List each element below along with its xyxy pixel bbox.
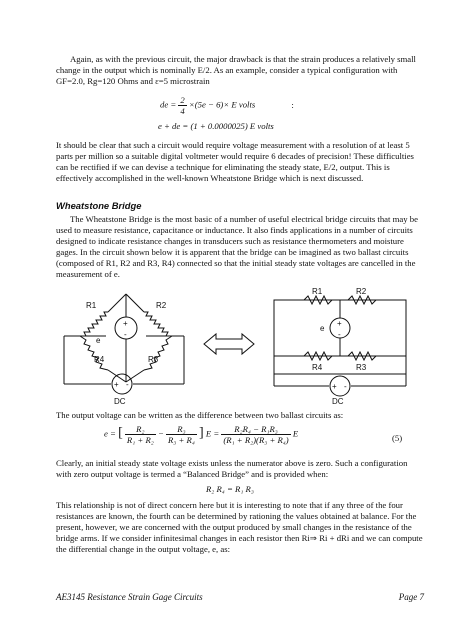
eq5-f1-den: R₁ + R₂ [126, 435, 154, 445]
balanced-bridge-equation: R₂ R₄ = R₁ R₃ [206, 484, 254, 494]
section-heading: Wheatstone Bridge [56, 200, 142, 211]
label-plus-meter-left: + [123, 319, 128, 328]
eq5-e-end: E [292, 428, 299, 439]
label-plus-dc-left: + [114, 380, 119, 389]
page-footer [56, 592, 424, 602]
label-minus-dc-left: - [126, 380, 129, 389]
paragraph-intro: Again, as with the previous circuit, the major drawback is that the strain produces a relatively small change in the output which is nominally E/2. As an example, consider a typical configuration with GF=2.0, Rg=120 Ohms and ε=5 microstrain [56, 54, 416, 86]
label-e-right: e [320, 324, 325, 333]
footer-course-title: AE3145 Resistance Strain Gage Circuits [56, 592, 203, 602]
eq1-end: : [291, 99, 294, 110]
label-r2: R2 [156, 301, 167, 310]
eq5-f1-num: R₂ [125, 424, 156, 435]
eq1-fraction [178, 95, 186, 116]
label-plus-meter-right: + [337, 319, 342, 328]
paragraph-bridge-intro: The Wheatstone Bridge is the most basic of a number of useful electrical bridge circuits that may be used to measure resistance, capacitance or inductance. It also finds applications in a number of circuits designed to indicate resistance changes in transducers such as resistance thermometers and moisture gages. In the circuit shown below it is apparent that the bridge can be imagined as two ballast circuits (composed of R1, R2 and R3, R4) connected so that the initial steady state voltages are cancelled in the measurement of e. [56, 214, 418, 279]
label-dc-right: DC [332, 397, 344, 406]
eq5-f3-num: R₂R₄ − R₁R₃ [221, 424, 290, 435]
eq1-rhs: ×(5e − 6)× E volts [188, 99, 256, 110]
eq1-frac-num: 2 [180, 95, 185, 105]
resistor-r1-zigzag [80, 312, 108, 336]
eq5-frac3 [221, 424, 290, 445]
eq5-frac2 [166, 424, 197, 445]
eq1-lhs: de = [160, 99, 177, 110]
label-plus-dc-right: + [332, 382, 337, 391]
label-r3: R3 [148, 355, 159, 364]
diamond-top-left-arm [108, 294, 126, 312]
eq5-f2-den: R₃ + R₄ [168, 435, 195, 445]
eq5-minus: − [157, 428, 164, 439]
resistor-r3-zigzag [144, 336, 172, 370]
diamond-top-right-arm [126, 294, 144, 312]
eq5-e-mid: E = [205, 428, 220, 439]
eq5-lhs: e = [104, 428, 116, 439]
double-arrow-icon [204, 334, 254, 354]
label-e-left: e [96, 336, 101, 345]
equation-5: e = [ $\frac{\text{R₂}}{\text{R₁ + R₂}}$ − $\frac{\text{R₃}}{\text{R₃ + R₄}}$ ] E = $\frac{\text{R₂R₄ − R₁R₃}}{\text{(R₁ + R₂)(R₃ + R₄)}}$ E [104, 424, 299, 445]
eq1-frac-den: 4 [180, 106, 185, 116]
paragraph-output-voltage: The output voltage can be written as the difference between two ballast circuits as: [56, 410, 344, 420]
label-r4-right: R4 [312, 363, 323, 372]
resistor-r2-zigzag [144, 312, 172, 336]
eq5-frac1 [125, 424, 156, 445]
equation-e-plus-de: e + de = (1 + 0.0000025) E volts [158, 121, 274, 131]
bridge-diagrams [56, 286, 424, 406]
label-r4: R4 [94, 355, 105, 364]
label-r2-right: R2 [356, 287, 367, 296]
label-dc-left: DC [114, 397, 126, 406]
footer-page-number: Page 7 [398, 592, 424, 602]
equation-de [160, 95, 294, 116]
label-minus-dc-right: - [344, 382, 347, 391]
paragraph-resolution: It should be clear that such a circuit would require voltage measurement with a resolution of at least 5 parts per million so a suitable digital voltmeter would require 6 decades of precision! These difficulties can be rectified if we can devise a technique for eliminating the steady state, E/2, output. This is effectively accomplished in the well-known Wheatstone Bridge which is next discussed. [56, 140, 414, 183]
label-r3-right: R3 [356, 363, 367, 372]
label-r1-right: R1 [312, 287, 323, 296]
paragraph-balanced: Clearly, an initial steady state voltage exists unless the numerator above is zero. Such a configuration with zero output voltage is termed a “Balanced Bridge” and is provided when: [56, 458, 408, 479]
label-r1: R1 [86, 301, 97, 310]
equation-5-number: (5) [392, 433, 403, 443]
label-minus-meter-right: - [338, 330, 341, 339]
resistor-r4-zigzag [80, 336, 108, 370]
label-minus-meter-left: - [124, 330, 127, 339]
eq5-f3-den: (R₁ + R₂)(R₃ + R₄) [223, 435, 289, 445]
paragraph-differential: This relationship is not of direct concern here but it is interesting to note that if any three of the four resistances are known, the fourth can be determined by rationing the values obtained at balance. For the present, however, we are concerned with the output produced by small changes in the resistance of the bridge arms. If we consider infinitesimal changes in each resistor then Ri⇒ Ri + dRi and we can compute the differential change in the output voltage, e, as: [56, 500, 423, 554]
eq5-f2-num: R₃ [166, 424, 197, 435]
